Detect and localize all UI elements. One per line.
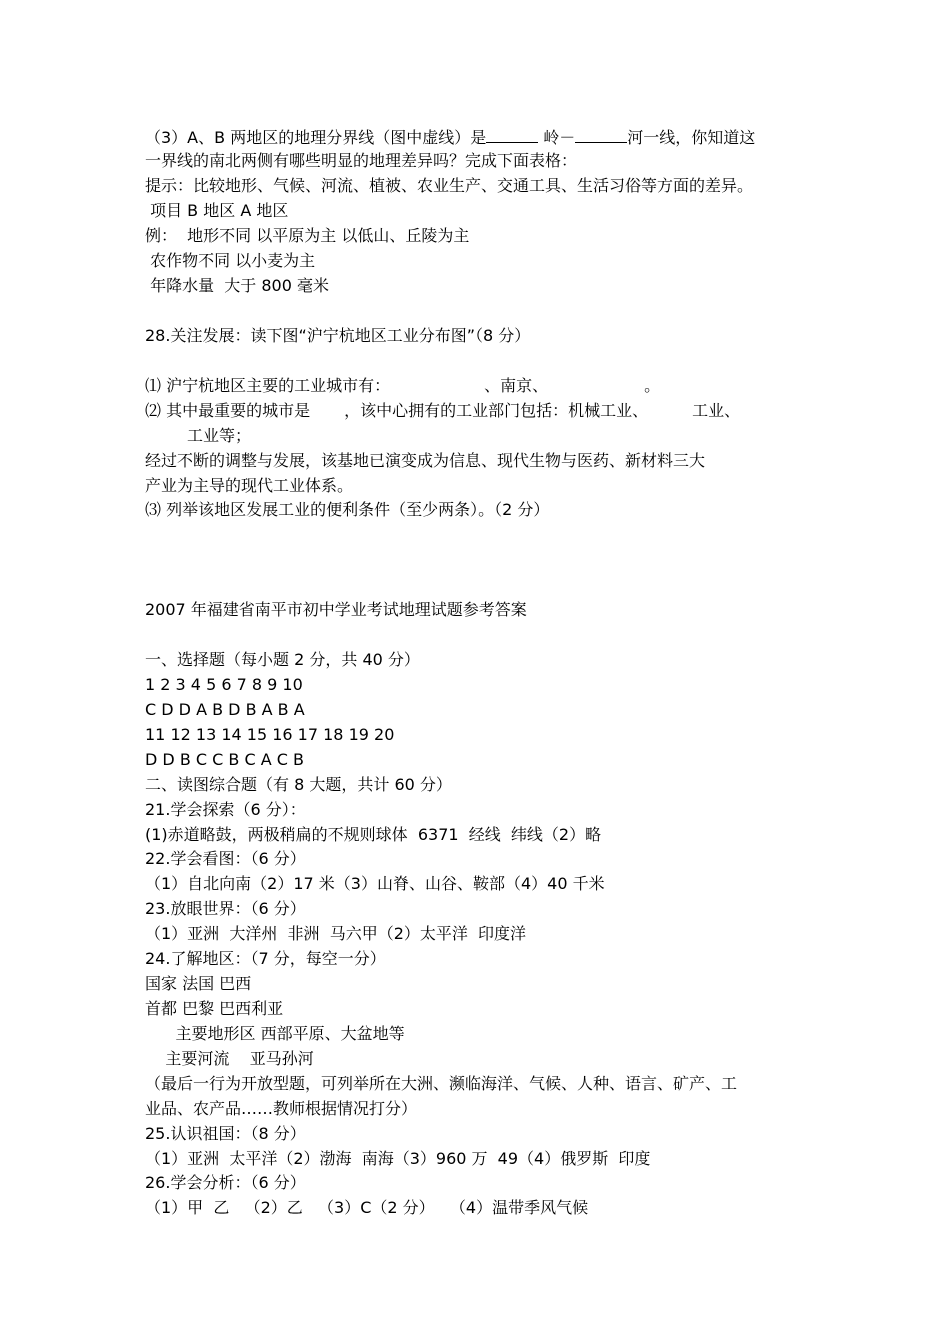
q28-p1-text-a: ⑴ 沪宁杭地区主要的工业城市有： [145,376,391,395]
answer-line: 21.学会探索（6 分）： [145,800,306,819]
answer-line: 一、选择题（每小题 2 分，共 40 分） [145,650,420,669]
q28-p1-text-c: 。 [644,376,661,395]
answer-line: 国家 法国 巴西 [145,974,252,993]
answer-line: （1）亚洲 大洋州 非洲 马六甲（2）太平洋 印度洋 [145,924,527,943]
answer-line: 24.了解地区：（7 分，每空一分） [145,949,386,968]
answer-line: (1)赤道略鼓，两极稍扁的不规则球体 6371 经线 纬线（2）略 [145,825,602,844]
answer-line: 23.放眼世界：（6 分） [145,899,306,918]
q28-p1-text-b: 、南京、 [484,376,549,395]
q28-title: 28.关注发展：读下图“沪宁杭地区工业分布图”（8 分） [145,326,531,345]
table-row-example: 例： 地形不同 以平原为主 以低山、丘陵为主 [145,226,470,245]
answer-line: 首都 巴黎 巴西利亚 [145,999,284,1018]
answer-line: （1）自北向南（2）17 米（3）山脊、山谷、鞍部（4）40 千米 [145,874,605,893]
q27-line1-text-a: （3）A、B 两地区的地理分界线（图中虚线）是 [145,128,487,147]
q28-p2-text-a: ⑵ 其中最重要的城市是 [145,401,311,420]
answer-line: 主要河流 亚马孙河 [145,1049,314,1068]
answer-line: （1）甲 乙 （2）乙 （3）C（2 分） （4）温带季风气候 [145,1198,589,1217]
q27-part3-line2: 一界线的南北两侧有哪些明显的地理差异吗？完成下面表格： [145,151,578,170]
table-row-rainfall: 年降水量 大于 800 毫米 [145,276,329,295]
answer-line: D D B C C B C A C B [145,750,304,769]
q28-p2-text-b: ，该中心拥有的工业部门包括：机械工业、 [344,401,649,420]
answer-line: 二、读图综合题（有 8 大题，共计 60 分） [145,775,452,794]
q27-part3-line1 [145,126,755,148]
q27-hint: 提示：比较地形、气候、河流、植被、农业生产、交通工具、生活习俗等方面的差异。 [145,176,754,195]
answers-title: 2007 年福建省南平市初中学业考试地理试题参考答案 [145,600,527,619]
table-row-header: 项目 B 地区 A 地区 [145,201,289,220]
q28-part1 [145,376,660,396]
answer-line: 25.认识祖国：（8 分） [145,1124,306,1143]
answer-line: 11 12 13 14 15 16 17 18 19 20 [145,725,395,744]
q28-part3: ⑶ 列举该地区发展工业的便利条件（至少两条）。（2 分） [145,500,550,519]
answer-line: 1 2 3 4 5 6 7 8 9 10 [145,675,303,694]
table-row-crops: 农作物不同 以小麦为主 [145,251,316,270]
q28-part2 [145,401,740,421]
answer-blank-2 [575,126,627,143]
q28-p2-text-c: 工业、 [692,401,741,420]
q28-part2-line4: 产业为主导的现代工业体系。 [145,476,354,495]
answer-blank-1 [486,126,538,143]
answer-line: （最后一行为开放型题，可列举所在大洲、濒临海洋、气候、人种、语言、矿产、工 [145,1074,738,1093]
q27-line1-text-b: 岭－ [538,128,576,147]
q28-part2-line3: 经过不断的调整与发展，该基地已演变成为信息、现代生物与医药、新材料三大 [145,451,706,470]
answer-line: 26.学会分析：（6 分） [145,1173,306,1192]
answer-line: C D D A B D B A B A [145,700,305,719]
answer-line: 22.学会看图：（6 分） [145,849,306,868]
answer-line: 主要地形区 西部平原、大盆地等 [145,1024,405,1043]
answer-line: 业品、农产品……教师根据情况打分） [145,1099,418,1118]
answer-line: （1）亚洲 太平洋（2）渤海 南海（3）960 万 49（4）俄罗斯 印度 [145,1149,651,1168]
q27-line1-text-c: 河一线，你知道这 [627,128,756,147]
q28-part2-cont: 工业等； [187,426,252,445]
